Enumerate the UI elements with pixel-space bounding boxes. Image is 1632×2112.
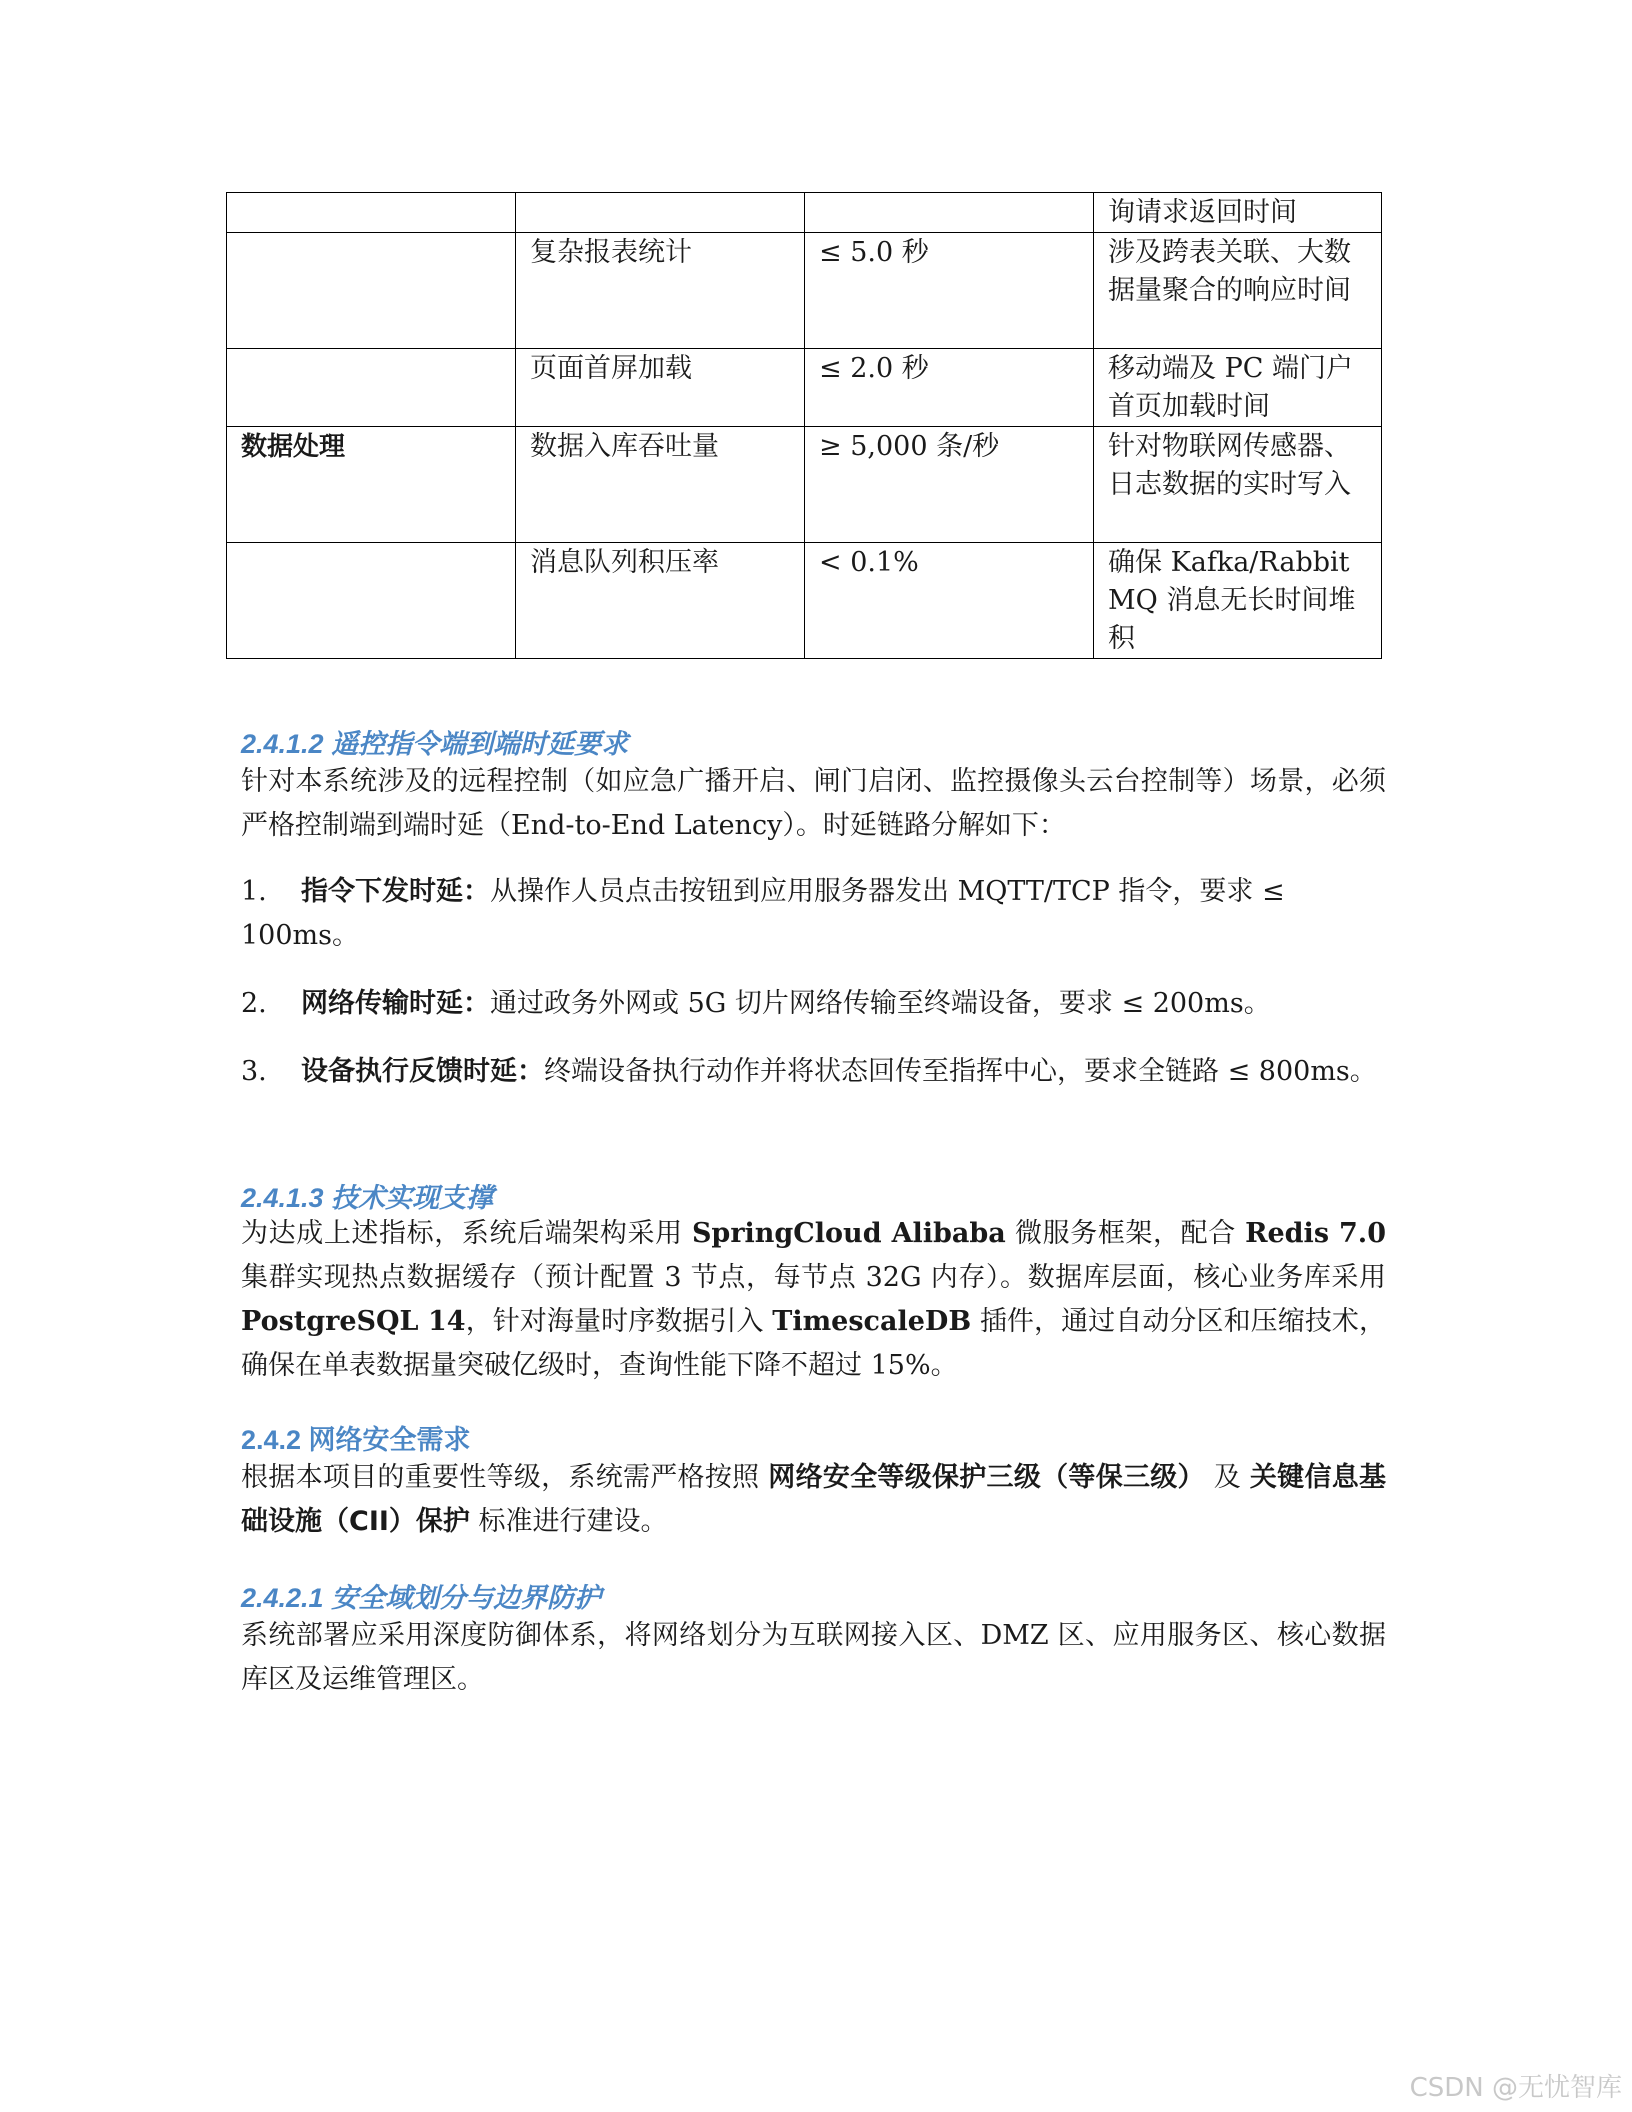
item-cell: 页面首屏加载 bbox=[516, 349, 805, 427]
list-item-label: 设备执行反馈时延： bbox=[301, 1056, 544, 1087]
bold-term: TimescaleDB bbox=[772, 1306, 972, 1337]
section-paragraph bbox=[241, 1212, 1386, 1388]
watermark: CSDN @无忧智库 bbox=[1409, 2073, 1622, 2103]
table-row bbox=[227, 427, 1382, 543]
item-cell: 消息队列积压率 bbox=[516, 543, 805, 659]
paragraph-text: 及 bbox=[1204, 1462, 1250, 1493]
target-cell bbox=[805, 193, 1094, 233]
paragraph-text: ，针对海量时序数据引入 bbox=[465, 1306, 773, 1337]
category-cell bbox=[227, 193, 516, 233]
list-item bbox=[241, 982, 1386, 1026]
list-number: 2. bbox=[241, 988, 267, 1019]
category-cell: 数据处理 bbox=[227, 427, 516, 543]
note-cell: 针对物联网传感器、日志数据的实时写入 bbox=[1094, 427, 1382, 543]
paragraph-text: 微服务框架，配合 bbox=[1005, 1218, 1246, 1249]
table-row bbox=[227, 543, 1382, 659]
table-row bbox=[227, 233, 1382, 349]
list-item bbox=[241, 1050, 1386, 1094]
item-cell: 数据入库吞吐量 bbox=[516, 427, 805, 543]
section-heading-2-4-2-1: 2.4.2.1 安全域划分与边界防护 bbox=[241, 1583, 602, 1613]
paragraph-text: 集群实现热点数据缓存（预计配置 3 节点，每节点 32G 内存）。数据库层面，核心业务库采用 bbox=[241, 1262, 1386, 1293]
table-row bbox=[227, 349, 1382, 427]
table-row bbox=[227, 193, 1382, 233]
list-number: 1. bbox=[241, 876, 267, 907]
section-heading-2-4-1-2: 2.4.1.2 遥控指令端到端时延要求 bbox=[241, 729, 629, 759]
list-number: 3. bbox=[241, 1056, 267, 1087]
item-cell: 复杂报表统计 bbox=[516, 233, 805, 349]
section-heading-2-4-1-3: 2.4.1.3 技术实现支撑 bbox=[241, 1183, 494, 1213]
note-cell: 询请求返回时间 bbox=[1094, 193, 1382, 233]
bold-term: Redis 7.0 bbox=[1245, 1218, 1386, 1249]
list-item-text: 通过政务外网或 5G 切片网络传输至终端设备，要求 ≤ 200ms。 bbox=[490, 988, 1271, 1019]
section-paragraph: 系统部署应采用深度防御体系，将网络划分为互联网接入区、DMZ 区、应用服务区、核心数据库区及运维管理区。 bbox=[241, 1620, 1386, 1695]
bold-term: 关键信息基础设施（CII）保护 bbox=[241, 1462, 1387, 1537]
note-cell: 确保 Kafka/RabbitMQ 消息无长时间堆积 bbox=[1094, 543, 1382, 659]
list-item-text: 从操作人员点击按钮到应用服务器发出 MQTT/TCP 指令，要求 ≤ 100ms。 bbox=[241, 876, 1285, 951]
paragraph-text: 根据本项目的重要性等级，系统需严格按照 bbox=[241, 1462, 769, 1493]
category-cell bbox=[227, 543, 516, 659]
paragraph-text: 为达成上述指标，系统后端架构采用 bbox=[241, 1218, 692, 1249]
paragraph-text: 插件，通过自动分区和压缩技术，确保在单表数据量突破亿级时，查询性能下降不超过 15%。 bbox=[241, 1306, 1386, 1381]
bold-term: SpringCloud Alibaba bbox=[691, 1218, 1006, 1249]
note-cell: 涉及跨表关联、大数据量聚合的响应时间 bbox=[1094, 233, 1382, 349]
target-cell: ≥ 5,000 条/秒 bbox=[805, 427, 1094, 543]
performance-requirements-table bbox=[226, 192, 1382, 659]
section-heading-2-4-2: 2.4.2 网络安全需求 bbox=[241, 1425, 471, 1455]
list-item-text: 终端设备执行动作并将状态回传至指挥中心，要求全链路 ≤ 800ms。 bbox=[544, 1056, 1377, 1087]
item-cell bbox=[516, 193, 805, 233]
list-item-label: 网络传输时延： bbox=[301, 988, 490, 1019]
category-cell bbox=[227, 233, 516, 349]
section-paragraph bbox=[241, 1456, 1386, 1544]
category-cell bbox=[227, 349, 516, 427]
target-cell: < 0.1% bbox=[805, 543, 1094, 659]
target-cell: ≤ 2.0 秒 bbox=[805, 349, 1094, 427]
paragraph-text: 标准进行建设。 bbox=[469, 1506, 668, 1537]
bold-term: 网络安全等级保护三级（等保三级） bbox=[768, 1462, 1205, 1493]
note-cell: 移动端及 PC 端门户首页加载时间 bbox=[1094, 349, 1382, 427]
section-paragraph: 针对本系统涉及的远程控制（如应急广播开启、闸门启闭、监控摄像头云台控制等）场景，必须严格控制端到端时延（End-to-End Latency）。时延链路分解如下： bbox=[241, 766, 1386, 841]
bold-term: PostgreSQL 14 bbox=[241, 1306, 466, 1337]
list-item-label: 指令下发时延： bbox=[301, 876, 490, 907]
target-cell: ≤ 5.0 秒 bbox=[805, 233, 1094, 349]
list-item bbox=[241, 870, 1386, 958]
